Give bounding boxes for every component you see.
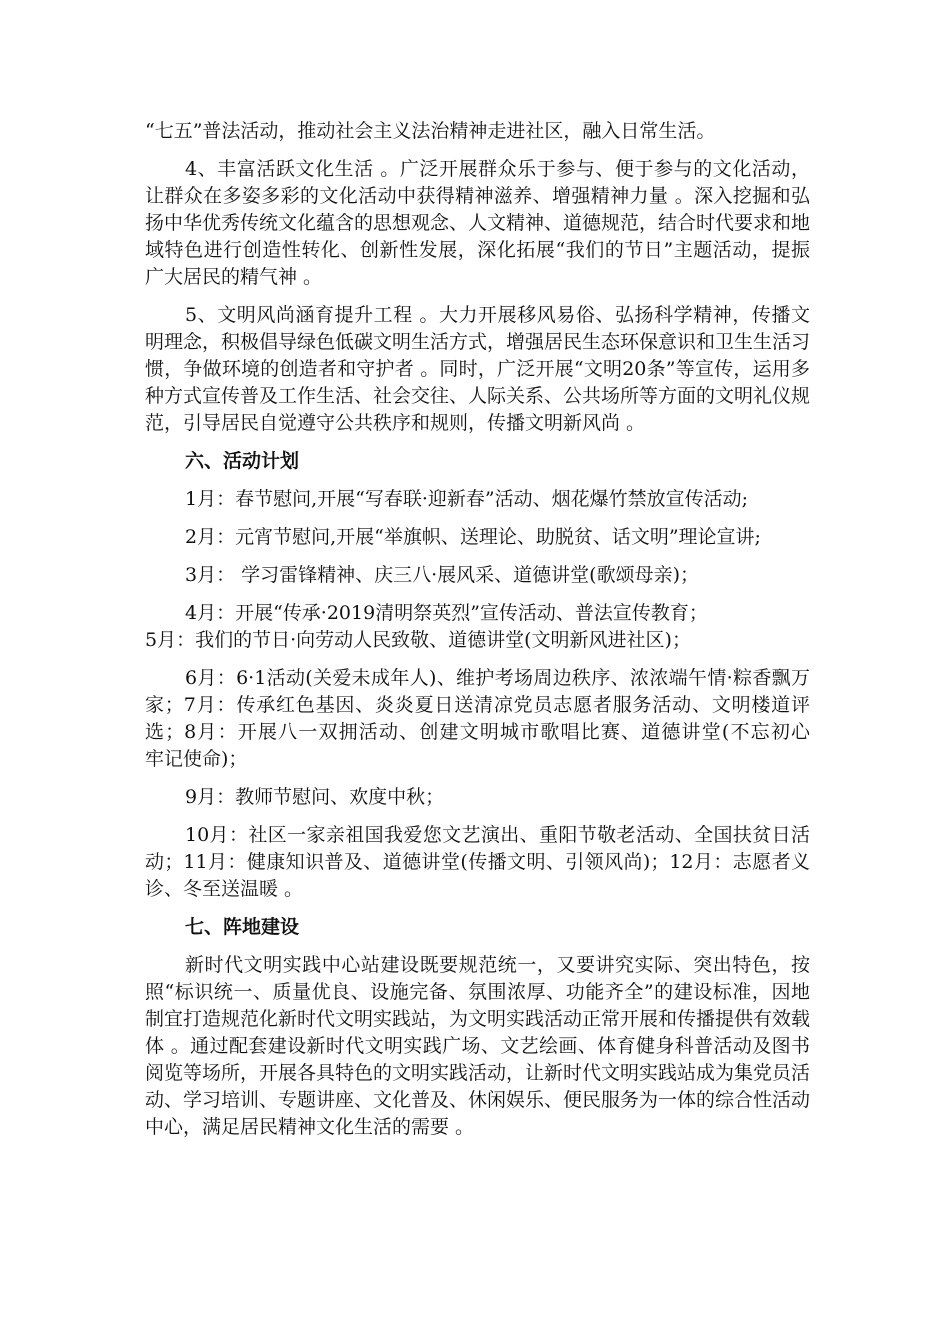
paragraph-venue-construction: 新时代文明实践中心站建设既要规范统一，又要讲究实际、突出特色，按照“标识统一、质量优良、设施完备、氛围浓厚、功能齐全”的建设标准，因地制宜打造规范化新时代文明实践站，为文明实践活动正常开展和传播提供有效载体 。通过配套建设新时代文明实践广场、文艺绘画、体育健身科普活动及图书阅览等场所，开展各具特色的文明实践活动，让新时代文明实践站成为集党员活动、学习培训、专题讲座、文化普及、休闲娱乐、便民服务为一体的综合性活动中心，满足居民精神文化生活的需要 。: [145, 954, 811, 1138]
plan-item-april: 4月：开展“传承·2019清明祭英烈”宣传活动、普法宣传教育；: [185, 602, 708, 624]
paragraph-culture-life: 4、丰富活跃文化生活 。广泛开展群众乐于参与、便于参与的文化活动，让群众在多姿多彩的文化活动中获得精神滋养、增强精神力量 。深入挖掘和弘扬中华优秀传统文化蕴含的思想观念、人文精神、道德规范，结合时代要求和地域特色进行创造性转化、创新性发展，深化拓展“我们的节日”主题活动，提振广大居民的精气神 。: [145, 158, 811, 288]
paragraph-civilization-project: 5、文明风尚涵育提升工程 。大力开展移风易俗、弘扬科学精神，传播文明理念，积极倡导绿色低碳文明生活方式，增强居民生态环保意识和卫生生活习惯，争做环境的创造者和守护者 。同时，广泛开展“文明20条”等宣传，运用多种方式宣传普及工作生活、社会交往、人际关系、公共场所等方面的文明礼仪规范，引导居民自觉遵守公共秩序和规则，传播文明新风尚 。: [145, 304, 811, 434]
plan-item-march: 3月： 学习雷锋精神、庆三八·展风采、道德讲堂(歌颂母亲)；: [185, 564, 699, 586]
plan-item-january: 1月：春节慰问,开展“写春联·迎新春”活动、烟花爆竹禁放宣传活动;: [185, 488, 748, 510]
plan-item-february: 2月：元宵节慰问,开展“举旗帜、送理论、助脱贫、话文明”理论宣讲;: [185, 526, 761, 548]
section-heading-venue-construction: 七、阵地建设: [185, 916, 300, 938]
section-heading-activity-plan: 六、活动计划: [185, 450, 300, 472]
plan-item-september: 9月：教师节慰问、欢度中秋；: [185, 786, 445, 808]
plan-item-may: 5月：我们的节日·向劳动人民致敬、道德讲堂(文明新风进社区)；: [145, 629, 691, 651]
plan-item-june-august: 6月：6·1活动(关爱未成年人)、维护考场周边秩序、浓浓端午情·粽香飘万家；7月：传承红色基因、炎炎夏日送清凉党员志愿者服务活动、文明楼道评选；8月：开展八一双拥活动、创建文明城市歌唱比赛、道德讲堂(不忘初心 牢记使命)；: [145, 667, 830, 770]
plan-item-october-december: 10月：社区一家亲祖国我爱您文艺演出、重阳节敬老活动、全国扶贫日活动；11月：健康知识普及、道德讲堂(传播文明、引领风尚)；12月：志愿者义诊、冬至送温暖 。: [145, 824, 810, 900]
document-page: [145, 118, 830, 1152]
paragraph-continuation: “七五”普法活动，推动社会主义法治精神走进社区，融入日常生活。: [145, 120, 716, 142]
